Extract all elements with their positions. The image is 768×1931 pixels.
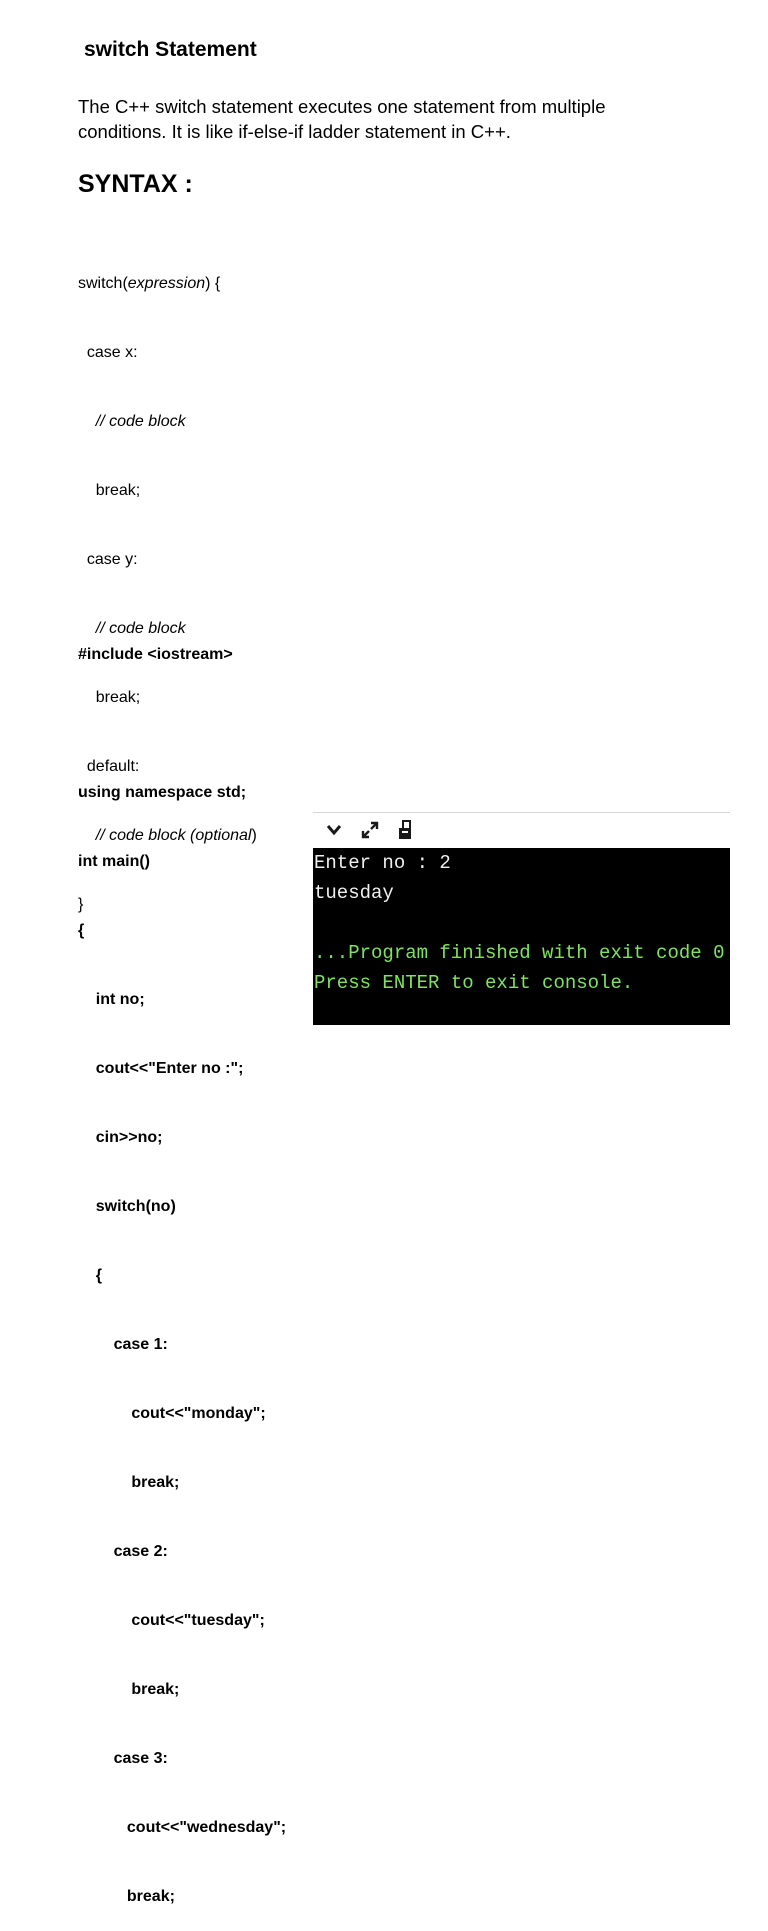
syntax-line: } xyxy=(78,896,84,913)
chevron-down-icon[interactable] xyxy=(323,819,345,841)
copy-icon[interactable] xyxy=(395,819,417,841)
syntax-token: ) xyxy=(251,827,257,844)
syntax-line: case y: xyxy=(78,551,138,568)
code-line: cout<<"Enter no :"; xyxy=(78,1060,244,1077)
blank-line xyxy=(78,712,286,735)
console-status-line: Press ENTER to exit console. xyxy=(314,972,634,994)
syntax-placeholder: optional xyxy=(195,827,252,844)
code-line: break; xyxy=(78,1474,180,1491)
intro-line-1: The C++ switch statement executes one statement from multiple xyxy=(78,96,606,117)
syntax-token: switch( xyxy=(78,275,128,292)
syntax-line: case x: xyxy=(78,344,138,361)
intro-paragraph xyxy=(78,94,678,144)
code-line: cin>>no; xyxy=(78,1129,163,1146)
code-line: break; xyxy=(78,1888,175,1905)
console-output xyxy=(313,848,730,1025)
code-line: { xyxy=(78,922,85,939)
syntax-line: break; xyxy=(78,482,141,499)
syntax-comment: // code block xyxy=(78,413,186,430)
console-line: tuesday xyxy=(314,882,394,904)
expand-icon[interactable] xyxy=(359,819,381,841)
syntax-placeholder: expression xyxy=(127,275,206,292)
code-line: int main() xyxy=(78,853,150,870)
code-line: cout<<"wednesday"; xyxy=(78,1819,287,1836)
code-line: #include <iostream> xyxy=(78,646,233,663)
code-line: case 1: xyxy=(78,1336,168,1353)
syntax-token: ) { xyxy=(205,275,221,292)
syntax-comment: // code block xyxy=(78,620,186,637)
code-line: case 2: xyxy=(78,1543,168,1560)
console-line: Enter no : 2 xyxy=(314,852,451,874)
syntax-line: break; xyxy=(78,689,141,706)
code-line: cout<<"tuesday"; xyxy=(78,1612,265,1629)
page-title: switch Statement xyxy=(84,38,257,61)
console-toolbar xyxy=(313,813,730,847)
code-line: switch(no) xyxy=(78,1198,176,1215)
code-line: cout<<"monday"; xyxy=(78,1405,266,1422)
code-line: { xyxy=(78,1267,103,1284)
syntax-line xyxy=(78,272,257,295)
console-window xyxy=(313,812,730,1025)
program-block xyxy=(78,597,286,1931)
syntax-heading: SYNTAX : xyxy=(78,170,193,198)
syntax-comment: // code block ( xyxy=(78,827,196,844)
code-line: case 3: xyxy=(78,1750,168,1767)
code-line: int no; xyxy=(78,991,145,1008)
console-blank-line xyxy=(314,908,730,938)
intro-line-2: conditions. It is like if-else-if ladder statement in C++. xyxy=(78,121,511,142)
syntax-line: default: xyxy=(78,758,140,775)
code-line: using namespace std; xyxy=(78,784,247,801)
code-line: break; xyxy=(78,1681,180,1698)
console-status-line: ...Program finished with exit code 0 xyxy=(314,942,725,964)
